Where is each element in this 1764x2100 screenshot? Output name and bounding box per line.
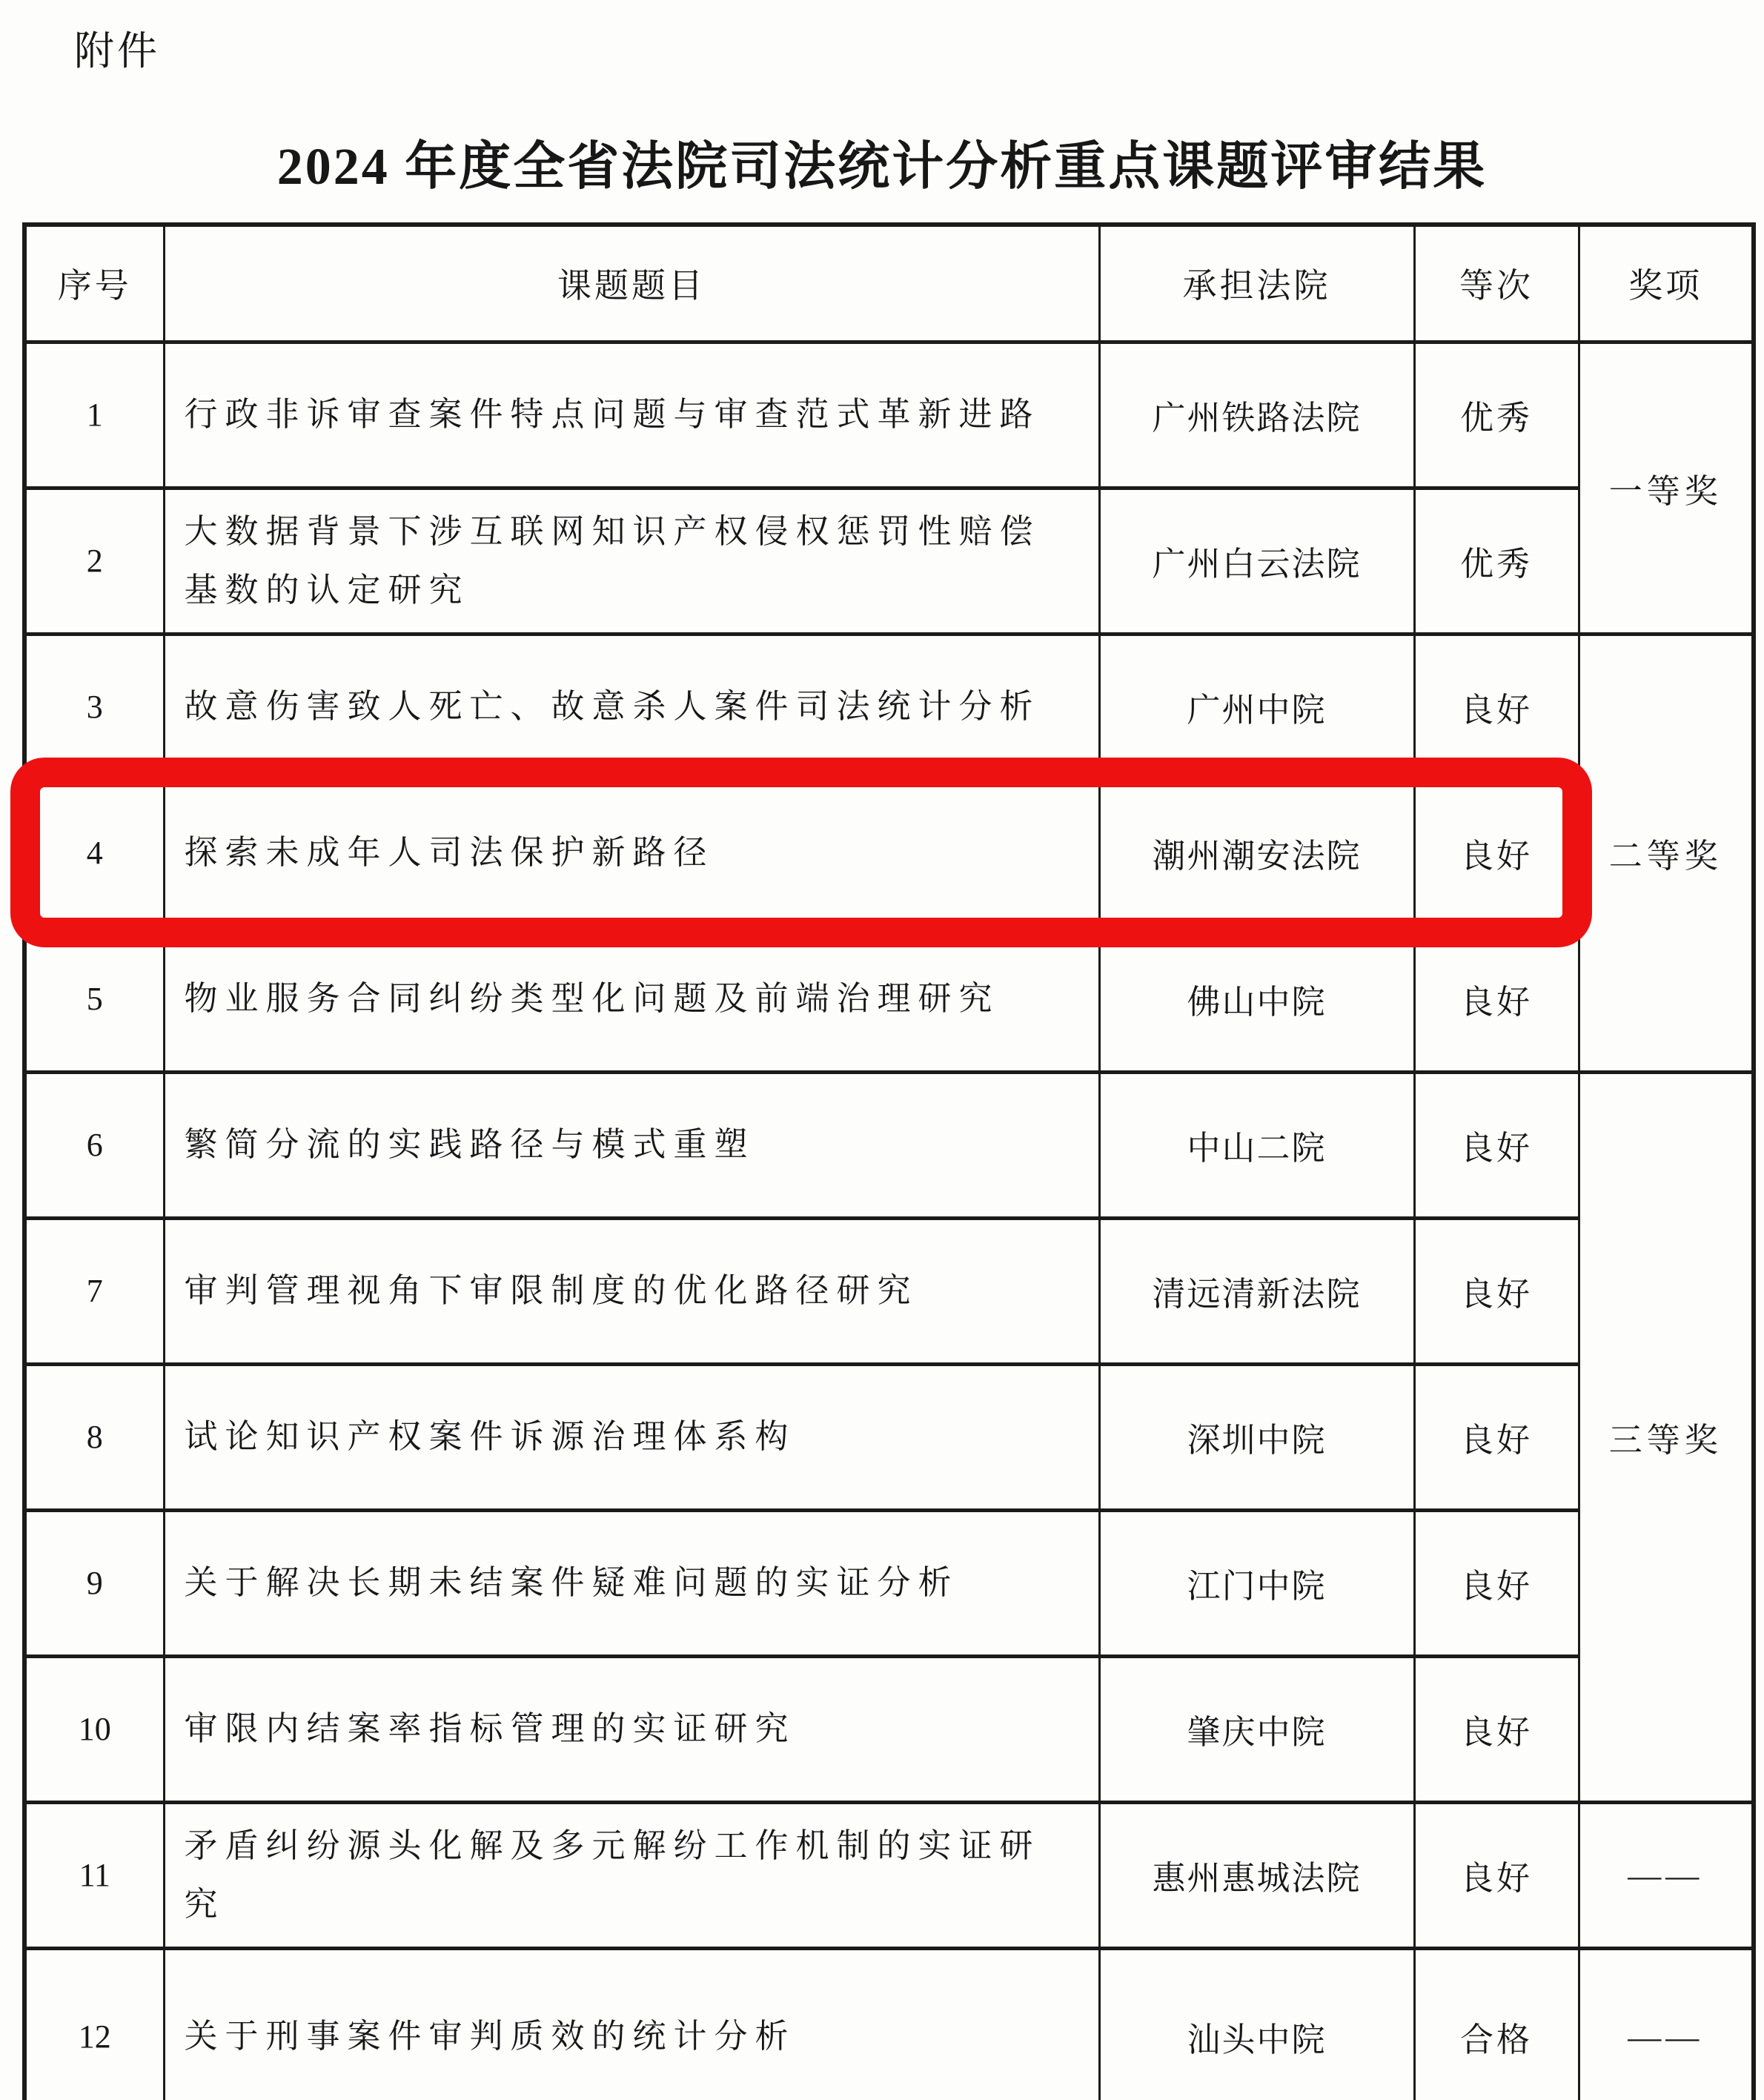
table-header-row xyxy=(24,225,1754,342)
col-header-award: 奖项 xyxy=(1579,225,1754,342)
cell-court: 深圳中院 xyxy=(1099,1364,1414,1510)
table-row xyxy=(24,342,1754,488)
cell-topic: 审判管理视角下审限制度的优化路径研究 xyxy=(164,1218,1099,1364)
attachment-label: 附件 xyxy=(74,29,160,73)
cell-court: 肇庆中院 xyxy=(1099,1656,1414,1802)
table-row xyxy=(24,1510,1754,1656)
cell-serial: 8 xyxy=(24,1364,164,1510)
table-row xyxy=(24,1948,1754,2100)
table-row xyxy=(24,1218,1754,1364)
cell-topic: 繁简分流的实践路径与模式重塑 xyxy=(164,1072,1099,1218)
cell-court: 江门中院 xyxy=(1099,1510,1414,1656)
cell-court: 惠州惠城法院 xyxy=(1099,1802,1414,1948)
cell-grade: 良好 xyxy=(1414,1510,1579,1656)
cell-serial: 7 xyxy=(24,1218,164,1364)
cell-topic: 行政非诉审查案件特点问题与审查范式革新进路 xyxy=(164,342,1099,488)
col-header-grade: 等次 xyxy=(1414,225,1579,342)
cell-serial: 3 xyxy=(24,634,164,780)
cell-topic: 关于解决长期未结案件疑难问题的实证分析 xyxy=(164,1510,1099,1656)
cell-topic: 故意伤害致人死亡、故意杀人案件司法统计分析 xyxy=(164,634,1099,780)
table-row xyxy=(24,1656,1754,1802)
cell-serial: 4 xyxy=(24,780,164,926)
cell-grade: 良好 xyxy=(1414,1802,1579,1948)
table-row xyxy=(24,1802,1754,1948)
cell-serial: 5 xyxy=(24,926,164,1072)
cell-grade: 良好 xyxy=(1414,1656,1579,1802)
cell-court: 佛山中院 xyxy=(1099,926,1414,1072)
cell-court: 广州中院 xyxy=(1099,634,1414,780)
table-row xyxy=(24,634,1754,780)
cell-serial: 6 xyxy=(24,1072,164,1218)
cell-topic: 大数据背景下涉互联网知识产权侵权惩罚性赔偿基数的认定研究 xyxy=(164,488,1099,634)
col-header-topic: 课题题目 xyxy=(164,225,1099,342)
cell-topic: 探索未成年人司法保护新路径 xyxy=(164,780,1099,926)
cell-serial: 2 xyxy=(24,488,164,634)
cell-grade: 良好 xyxy=(1414,780,1579,926)
cell-topic: 关于刑事案件审判质效的统计分析 xyxy=(164,1948,1099,2100)
cell-court: 清远清新法院 xyxy=(1099,1218,1414,1364)
col-header-court: 承担法院 xyxy=(1099,225,1414,342)
cell-topic: 矛盾纠纷源头化解及多元解纷工作机制的实证研究 xyxy=(164,1802,1099,1948)
cell-award: —— xyxy=(1579,1802,1754,1948)
cell-court: 中山二院 xyxy=(1099,1072,1414,1218)
cell-award: —— xyxy=(1579,1948,1754,2100)
cell-grade: 良好 xyxy=(1414,634,1579,780)
table-row-highlighted xyxy=(24,780,1754,926)
cell-award: 一等奖 xyxy=(1579,342,1754,634)
results-table xyxy=(22,222,1756,2100)
cell-grade: 良好 xyxy=(1414,1072,1579,1218)
cell-court: 潮州潮安法院 xyxy=(1099,780,1414,926)
cell-grade: 良好 xyxy=(1414,1218,1579,1364)
cell-grade: 优秀 xyxy=(1414,342,1579,488)
table-row xyxy=(24,1072,1754,1218)
cell-topic: 试论知识产权案件诉源治理体系构 xyxy=(164,1364,1099,1510)
cell-serial: 11 xyxy=(24,1802,164,1948)
document-title: 2024 年度全省法院司法统计分析重点课题评审结果 xyxy=(276,139,1488,196)
cell-court: 广州白云法院 xyxy=(1099,488,1414,634)
cell-serial: 1 xyxy=(24,342,164,488)
table-row xyxy=(24,488,1754,634)
cell-topic: 审限内结案率指标管理的实证研究 xyxy=(164,1656,1099,1802)
cell-serial: 9 xyxy=(24,1510,164,1656)
cell-court: 广州铁路法院 xyxy=(1099,342,1414,488)
cell-grade: 良好 xyxy=(1414,1364,1579,1510)
results-table-body xyxy=(24,342,1754,2100)
table-row xyxy=(24,926,1754,1072)
col-header-serial: 序号 xyxy=(24,225,164,342)
cell-serial: 12 xyxy=(24,1948,164,2100)
cell-award: 三等奖 xyxy=(1579,1072,1754,1802)
cell-serial: 10 xyxy=(24,1656,164,1802)
cell-grade: 优秀 xyxy=(1414,488,1579,634)
table-row xyxy=(24,1364,1754,1510)
cell-award: 二等奖 xyxy=(1579,634,1754,1072)
cell-topic: 物业服务合同纠纷类型化问题及前端治理研究 xyxy=(164,926,1099,1072)
cell-grade: 合格 xyxy=(1414,1948,1579,2100)
cell-court: 汕头中院 xyxy=(1099,1948,1414,2100)
cell-grade: 良好 xyxy=(1414,926,1579,1072)
